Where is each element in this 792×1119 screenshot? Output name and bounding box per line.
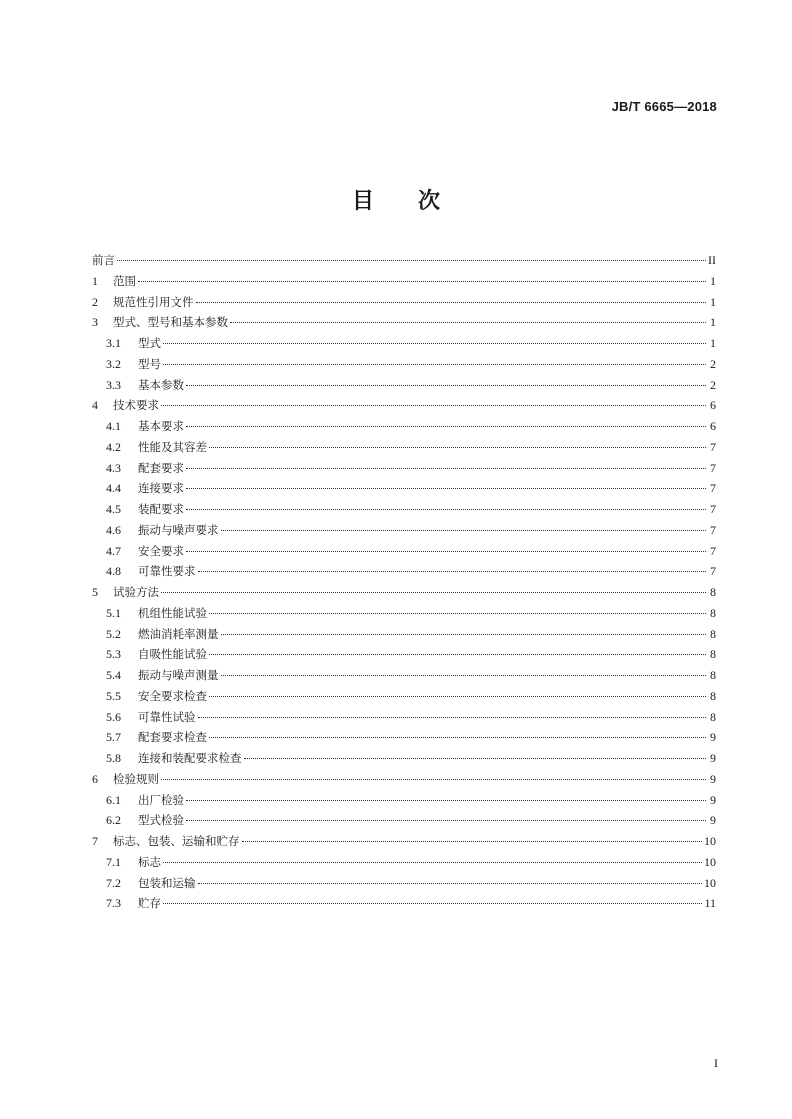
toc-leader-dots [186, 467, 706, 469]
toc-title [0, 184, 792, 215]
toc-entry-page: 7 [710, 460, 716, 475]
toc-entry-title: 标志、包装、运输和贮存 [113, 834, 240, 848]
toc-entry-title: 贮存 [138, 896, 161, 911]
toc-entry-page: 9 [710, 813, 716, 828]
toc-entry-page: 8 [710, 626, 716, 641]
toc-entry-title: 振动与噪声要求 [138, 522, 219, 537]
toc-leader-dots [244, 757, 707, 759]
toc-leader-dots [161, 404, 706, 406]
toc-leader-dots [242, 840, 703, 842]
toc-entry[interactable] [92, 603, 716, 624]
toc-entry-title: 基本要求 [138, 419, 184, 433]
toc-leader-dots [163, 342, 706, 344]
toc-entry-page: 2 [710, 377, 716, 392]
toc-entry-title: 包装和运输 [138, 875, 196, 890]
page-number: I [714, 1056, 718, 1070]
toc-entry-page: 8 [710, 668, 716, 682]
toc-leader-dots [221, 674, 707, 676]
toc-entry[interactable] [92, 437, 716, 458]
toc-entry-title: 范围 [113, 273, 136, 288]
toc-entry-page: 10 [704, 834, 716, 848]
toc-entry-number: 4 [92, 398, 98, 413]
toc-entry-number: 2 [92, 294, 98, 309]
toc-entry-page: 7 [710, 439, 716, 454]
toc-entry[interactable] [92, 292, 716, 313]
toc-leader-dots [163, 363, 706, 365]
toc-entry[interactable] [92, 873, 716, 894]
toc-entry-number: 5.2 [106, 626, 121, 641]
toc-entry[interactable] [92, 582, 716, 603]
toc-entry-title: 配套要求 [138, 460, 184, 475]
toc-entry-page: 7 [710, 502, 716, 516]
toc-entry[interactable] [92, 665, 716, 686]
toc-entry[interactable] [92, 810, 716, 831]
toc-entry[interactable] [92, 375, 716, 396]
toc-leader-dots [186, 384, 706, 386]
toc-entry[interactable] [92, 831, 716, 852]
toc-leader-dots [186, 425, 706, 427]
toc-entry-title: 检验规则 [113, 771, 159, 786]
toc-entry-number: 5.4 [106, 668, 121, 682]
toc-entry-title: 出厂检验 [138, 792, 184, 807]
toc-entry-page: 6 [710, 419, 716, 433]
toc-entry-title: 规范性引用文件 [113, 294, 194, 309]
toc-list [92, 250, 716, 914]
toc-entry[interactable] [92, 707, 716, 728]
standard-code: JB/T 6665—2018 [611, 99, 717, 114]
toc-entry[interactable] [92, 271, 716, 292]
toc-entry-page: 11 [704, 896, 716, 911]
toc-entry-page: 6 [710, 398, 716, 413]
toc-entry-number: 5.8 [106, 751, 121, 765]
toc-entry[interactable] [92, 312, 716, 333]
toc-entry-title: 连接和装配要求检查 [138, 751, 242, 765]
toc-leader-dots [209, 612, 706, 614]
toc-entry-title: 装配要求 [138, 502, 184, 516]
toc-entry-title: 试验方法 [113, 585, 159, 599]
toc-leader-dots [117, 259, 706, 261]
toc-entry-title: 性能及其容差 [138, 439, 207, 454]
toc-entry[interactable] [92, 644, 716, 665]
toc-entry-number: 4.6 [106, 522, 121, 537]
toc-entry[interactable] [92, 686, 716, 707]
toc-entry-page: 8 [710, 647, 716, 662]
toc-entry-page: 8 [710, 688, 716, 703]
toc-entry[interactable] [92, 893, 716, 914]
toc-entry[interactable] [92, 727, 716, 748]
toc-entry-page: 7 [710, 522, 716, 537]
toc-entry[interactable] [92, 541, 716, 562]
toc-entry-title: 配套要求检查 [138, 730, 207, 745]
toc-entry[interactable] [92, 458, 716, 479]
toc-entry-number: 7.2 [106, 875, 121, 890]
toc-entry[interactable] [92, 333, 716, 354]
toc-entry-title: 安全要求检查 [138, 688, 207, 703]
toc-entry-number: 4.7 [106, 543, 121, 558]
toc-entry[interactable] [92, 395, 716, 416]
toc-entry-page: 8 [710, 709, 716, 724]
toc-entry-page: 9 [710, 751, 716, 765]
toc-entry-number: 4.8 [106, 564, 121, 579]
toc-leader-dots [198, 570, 707, 572]
toc-entry-number: 4.5 [106, 502, 121, 516]
toc-entry-page: 2 [710, 356, 716, 371]
toc-entry-number: 5.6 [106, 709, 121, 724]
toc-entry-title: 燃油消耗率测量 [138, 626, 219, 641]
toc-leader-dots [186, 508, 706, 510]
toc-entry-page: 1 [710, 336, 716, 350]
toc-entry-page: 7 [710, 543, 716, 558]
toc-leader-dots [221, 529, 707, 531]
toc-entry-number: 7 [92, 834, 98, 848]
toc-entry-title: 型号 [138, 356, 161, 371]
toc-entry-title: 前言 [92, 253, 115, 267]
toc-entry-title: 标志 [138, 854, 161, 869]
toc-entry-page: 7 [710, 481, 716, 496]
toc-entry-number: 6 [92, 771, 98, 786]
toc-entry-page: 1 [710, 294, 716, 309]
toc-entry-number: 6.1 [106, 792, 121, 807]
toc-entry-page: 9 [710, 792, 716, 807]
toc-leader-dots [186, 487, 706, 489]
toc-entry-number: 4.2 [106, 439, 121, 454]
toc-entry-number: 4.4 [106, 481, 121, 496]
toc-leader-dots [198, 716, 707, 718]
toc-entry[interactable] [92, 499, 716, 520]
toc-entry-number: 4.3 [106, 460, 121, 475]
toc-entry[interactable] [92, 748, 716, 769]
toc-entry-number: 3.2 [106, 356, 121, 371]
toc-entry[interactable] [92, 561, 716, 582]
toc-entry-page: 8 [710, 585, 716, 599]
toc-entry-number: 6.2 [106, 813, 121, 828]
toc-leader-dots [161, 778, 706, 780]
toc-entry-page: 7 [710, 564, 716, 579]
toc-leader-dots [163, 861, 702, 863]
toc-entry-number: 5.3 [106, 647, 121, 662]
toc-entry[interactable] [92, 354, 716, 375]
toc-entry-number: 5.5 [106, 688, 121, 703]
toc-entry-title: 机组性能试验 [138, 605, 207, 620]
toc-entry-title: 自吸性能试验 [138, 647, 207, 662]
toc-entry-page: II [708, 253, 716, 267]
toc-entry[interactable] [92, 769, 716, 790]
toc-leader-dots [230, 321, 706, 323]
toc-entry-number: 3 [92, 315, 98, 330]
toc-entry[interactable] [92, 852, 716, 873]
toc-leader-dots [186, 799, 706, 801]
toc-leader-dots [209, 446, 706, 448]
toc-entry[interactable] [92, 250, 716, 271]
toc-entry-title: 型式、型号和基本参数 [113, 315, 228, 330]
toc-entry-number: 5.1 [106, 605, 121, 620]
toc-entry-title: 型式 [138, 336, 161, 350]
toc-entry-page: 8 [710, 605, 716, 620]
toc-entry-title: 基本参数 [138, 377, 184, 392]
toc-entry-title: 技术要求 [113, 398, 159, 413]
toc-entry-page: 1 [710, 273, 716, 288]
toc-entry[interactable] [92, 478, 716, 499]
toc-entry[interactable] [92, 520, 716, 541]
toc-leader-dots [138, 280, 706, 282]
toc-entry-number: 3.1 [106, 336, 121, 350]
toc-leader-dots [209, 653, 706, 655]
toc-leader-dots [196, 301, 707, 303]
toc-entry-page: 9 [710, 730, 716, 745]
toc-entry-page: 1 [710, 315, 716, 330]
toc-entry-number: 7.1 [106, 854, 121, 869]
toc-leader-dots [186, 819, 706, 821]
toc-leader-dots [198, 882, 703, 884]
toc-leader-dots [221, 633, 707, 635]
toc-entry-title: 可靠性试验 [138, 709, 196, 724]
toc-entry-number: 4.1 [106, 419, 121, 433]
toc-leader-dots [163, 902, 702, 904]
toc-entry[interactable] [92, 624, 716, 645]
toc-entry-number: 1 [92, 273, 98, 288]
toc-entry-number: 7.3 [106, 896, 121, 911]
toc-title-char-1: 目 [351, 189, 374, 214]
toc-entry-page: 9 [710, 771, 716, 786]
toc-entry-title: 振动与噪声测量 [138, 668, 219, 682]
toc-entry-number: 3.3 [106, 377, 121, 392]
toc-entry[interactable] [92, 416, 716, 437]
toc-entry-page: 10 [704, 875, 716, 890]
toc-leader-dots [209, 736, 706, 738]
toc-leader-dots [161, 591, 706, 593]
toc-entry[interactable] [92, 790, 716, 811]
toc-leader-dots [186, 550, 706, 552]
toc-entry-title: 安全要求 [138, 543, 184, 558]
toc-entry-title: 连接要求 [138, 481, 184, 496]
toc-entry-number: 5 [92, 585, 98, 599]
toc-title-char-2: 次 [418, 189, 441, 214]
toc-entry-number: 5.7 [106, 730, 121, 745]
toc-entry-title: 型式检验 [138, 813, 184, 828]
toc-entry-page: 10 [704, 854, 716, 869]
toc-entry-title: 可靠性要求 [138, 564, 196, 579]
toc-leader-dots [209, 695, 706, 697]
